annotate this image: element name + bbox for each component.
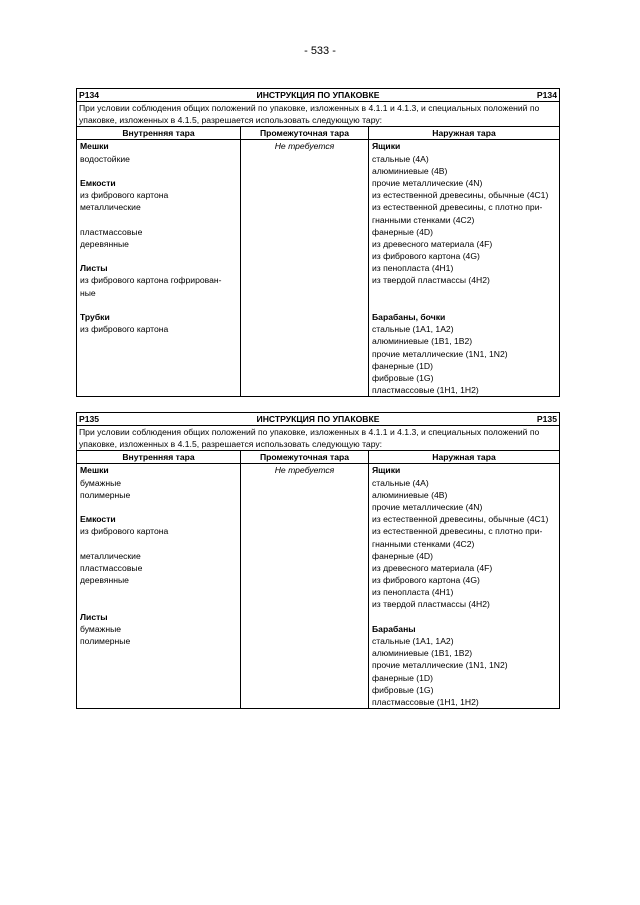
packaging-type-line: стальные (4A) (372, 153, 429, 164)
packaging-type-line: фанерные (4D) (372, 550, 433, 561)
header-intermediate-packaging: Промежуточная тара (241, 127, 369, 139)
packaging-type-line: из фибрового картона (80, 526, 169, 537)
packaging-type-line: прочие металлические (4N) (372, 501, 483, 512)
column-headers (77, 451, 559, 464)
packaging-type-line (80, 250, 237, 262)
packaging-type-line: ные (80, 287, 96, 298)
instruction-intro (77, 426, 559, 451)
outer-packaging-column (369, 140, 559, 396)
page-number: - 533 - (304, 45, 336, 57)
packaging-type-line: из фибрового картона (4G) (372, 575, 480, 586)
packaging-type-line: пластмассовые (80, 226, 143, 237)
packaging-type-line (80, 165, 237, 177)
packaging-type-line: из твердой пластмассы (4H2) (372, 599, 490, 610)
intermediate-packaging-column (241, 140, 369, 396)
packaging-type-line: алюминиевые (1B1, 1B2) (372, 336, 473, 347)
packaging-type-line: из фибрового картона (80, 190, 169, 201)
packaging-type-line: из пенопласта (4H1) (372, 263, 454, 274)
packaging-type-line (80, 538, 237, 550)
packaging-group-heading: Листы (80, 611, 108, 622)
packaging-type-line: стальные (4A) (372, 477, 429, 488)
packaging-type-line: деревянные (80, 238, 129, 249)
intro-line: упаковке, изложенных в 4.1.5, разрешается использовать следующую тару: (79, 115, 383, 126)
packaging-group-heading: Барабаны (372, 623, 416, 634)
packaging-type-line: гнанными стенками (4C2) (372, 214, 475, 225)
packaging-type-line: пластмассовые (1H1, 1H2) (372, 696, 479, 707)
packaging-type-line (372, 299, 556, 311)
intro-line: При условии соблюдения общих положений по упаковке, изложенных в 4.1.1 и 4.1.3, и специальных положений по (79, 103, 540, 113)
inner-packaging-column (77, 464, 241, 708)
intro-line: При условии соблюдения общих положений по упаковке, изложенных в 4.1.1 и 4.1.3, и специальных положений по (79, 427, 540, 437)
packaging-type-line: фанерные (4D) (372, 226, 433, 237)
packaging-type-line: металлические (80, 550, 141, 561)
packaging-type-line: из фибрового картона (4G) (372, 251, 480, 262)
outer-packaging-column (369, 464, 559, 708)
packaging-type-line (80, 214, 237, 226)
packaging-type-line: фибровые (1G) (372, 684, 434, 695)
packaging-type-line: алюминиевые (4B) (372, 165, 448, 176)
header-outer-packaging: Наружная тара (432, 128, 496, 139)
instruction-intro (77, 102, 559, 127)
intro-line: упаковке, изложенных в 4.1.5, разрешается использовать следующую тару: (79, 439, 383, 450)
instruction-code: P135 (79, 414, 100, 424)
instruction-title: ИНСТРУКЦИЯ ПО УПАКОВКЕ (256, 90, 380, 100)
column-headers (77, 127, 559, 140)
instruction-header (77, 89, 559, 102)
header-inner-packaging: Внутренняя тара (77, 127, 241, 139)
instruction-title: ИНСТРУКЦИЯ ПО УПАКОВКЕ (256, 414, 380, 424)
packaging-group-heading: Емкости (80, 514, 116, 525)
packaging-type-line: фанерные (1D) (372, 360, 433, 371)
packaging-type-line: полимерные (80, 489, 131, 500)
packaging-type-line: алюминиевые (4B) (372, 489, 448, 500)
packaging-type-line: пластмассовые (1H1, 1H2) (372, 385, 479, 396)
packing-instruction-p135 (76, 412, 560, 709)
instruction-code: P134 (79, 90, 100, 100)
packaging-type-line (80, 501, 237, 513)
packaging-group-heading: Ящики (372, 465, 401, 476)
packaging-type-line: водостойкие (80, 153, 130, 164)
intermediate-packaging-column (241, 464, 369, 708)
packaging-type-line: прочие металлические (1N1, 1N2) (372, 660, 508, 671)
packaging-type-line: полимерные (80, 636, 131, 646)
instruction-code-right: P135 (536, 414, 557, 424)
packaging-type-line: из твердой пластмассы (4H2) (372, 275, 490, 286)
packaging-type-line: бумажные (80, 623, 122, 634)
packaging-type-line (372, 287, 556, 299)
instruction-body (77, 140, 559, 396)
packing-instruction-p134 (76, 88, 560, 397)
packaging-group-heading: Мешки (80, 465, 109, 476)
header-inner-packaging: Внутренняя тара (77, 451, 241, 463)
packaging-type-line: алюминиевые (1B1, 1B2) (372, 648, 473, 659)
packaging-type-line: металлические (80, 202, 141, 213)
instruction-code-right: P134 (536, 90, 557, 100)
packaging-type-line: бумажные (80, 477, 122, 488)
packaging-type-line: стальные (1A1, 1A2) (372, 324, 454, 335)
packaging-type-line: пластмассовые (80, 562, 143, 573)
packaging-group-heading: Трубки (80, 312, 110, 322)
packaging-type-line: из естественной древесины, обычные (4C1) (372, 190, 549, 201)
packaging-type-line: стальные (1A1, 1A2) (372, 636, 454, 646)
packaging-group-heading: Мешки (80, 141, 109, 152)
instruction-body (77, 464, 559, 708)
inner-packaging-column (77, 140, 241, 396)
intermediate-value: Не требуется (274, 141, 335, 152)
intermediate-value: Не требуется (274, 465, 335, 476)
packaging-group-heading: Барабаны, бочки (372, 312, 446, 322)
packaging-type-line: фанерные (1D) (372, 672, 433, 683)
packaging-type-line (80, 299, 237, 311)
instruction-header (77, 413, 559, 426)
packaging-type-line: из естественной древесины, с плотно при- (372, 202, 543, 213)
packaging-type-line: из древесного материала (4F) (372, 238, 493, 249)
packaging-type-line: гнанными стенками (4C2) (372, 538, 475, 549)
packaging-type-line (80, 586, 237, 598)
packaging-type-line: прочие металлические (4N) (372, 177, 483, 188)
packaging-type-line: из естественной древесины, с плотно при- (372, 526, 543, 537)
packaging-type-line: из фибрового картона (80, 324, 169, 335)
packaging-type-line (372, 611, 556, 623)
packaging-type-line: из пенопласта (4H1) (372, 587, 454, 598)
packaging-group-heading: Ящики (372, 141, 401, 152)
packaging-type-line: из фибрового картона гофрирован- (80, 275, 222, 286)
packaging-type-line: из естественной древесины, обычные (4C1) (372, 514, 549, 525)
packaging-type-line: деревянные (80, 575, 129, 586)
packaging-type-line: фибровые (1G) (372, 372, 434, 383)
header-outer-packaging: Наружная тара (432, 452, 496, 463)
packaging-type-line: из древесного материала (4F) (372, 562, 493, 573)
packaging-type-line: прочие металлические (1N1, 1N2) (372, 348, 508, 359)
header-intermediate-packaging: Промежуточная тара (241, 451, 369, 463)
packaging-group-heading: Листы (80, 263, 108, 274)
packaging-group-heading: Емкости (80, 177, 116, 188)
packaging-type-line (80, 598, 237, 610)
